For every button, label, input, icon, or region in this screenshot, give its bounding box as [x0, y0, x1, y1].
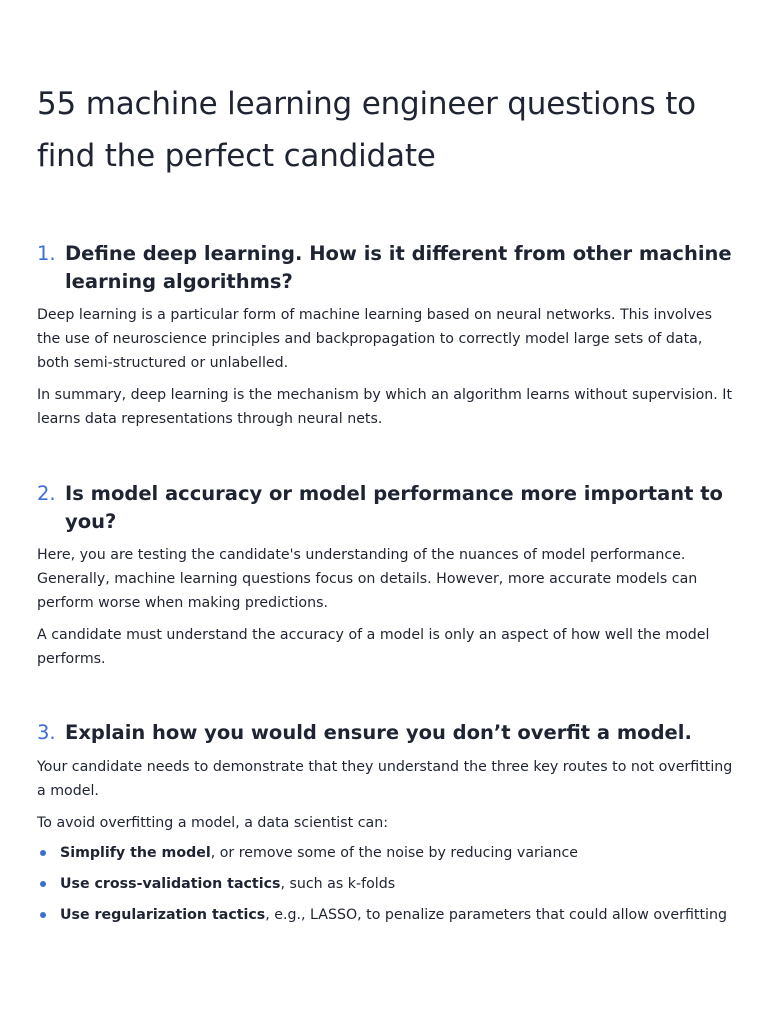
list-item: [37, 872, 737, 896]
list-item: [37, 841, 737, 865]
bullet-icon: [40, 912, 46, 918]
question-2-text: Is model accuracy or model performance more important to you?: [65, 482, 723, 533]
question-2-heading: [37, 480, 737, 536]
list-item-bold: Use cross-validation tactics: [60, 876, 281, 892]
list-item-bold: Simplify the model: [60, 845, 211, 861]
question-1-text: Define deep learning. How is it different from other machine learning algorithms?: [65, 242, 732, 293]
list-item-text: , such as k-folds: [280, 876, 396, 892]
list-item: [37, 903, 737, 927]
question-1-section: [37, 240, 737, 431]
page-title: 55 machine learning engineer questions to find the perfect candidate: [37, 86, 696, 174]
question-2-section: [37, 480, 737, 671]
question-2-paragraph-2: A candidate must understand the accuracy of a model is only an aspect of how well the model performs.: [37, 627, 710, 667]
question-1-heading: [37, 240, 737, 296]
question-3-heading: [37, 719, 737, 747]
list-item-bold: Use regularization tactics: [60, 907, 266, 923]
bullet-icon: [40, 850, 46, 856]
list-item-text: , e.g., LASSO, to penalize parameters that could allow overfitting: [265, 907, 727, 923]
question-1-paragraph-2: In summary, deep learning is the mechanism by which an algorithm learns without supervision. It learns data representations through neural nets.: [37, 387, 733, 427]
question-3-text: Explain how you would ensure you don’t overfit a model.: [65, 721, 692, 744]
question-3-paragraph-2: To avoid overfitting a model, a data scientist can:: [37, 815, 388, 831]
question-3-section: [37, 719, 737, 934]
question-3-number: 3.: [37, 721, 56, 744]
question-2-paragraph-1: Here, you are testing the candidate's understanding of the nuances of model performance. Generally, machine learning questions focus on details. However, more accurate models can perform worse when making predictions.: [37, 547, 698, 611]
bullet-icon: [40, 881, 46, 887]
question-2-number: 2.: [37, 482, 56, 505]
question-1-paragraph-1: Deep learning is a particular form of machine learning based on neural networks. This involves the use of neuroscience principles and backpropagation to correctly model large sets of data, both semi-structured or unlabelled.: [37, 307, 712, 371]
list-item-text: , or remove some of the noise by reducing variance: [210, 845, 579, 861]
question-1-number: 1.: [37, 242, 56, 265]
question-3-paragraph-1: Your candidate needs to demonstrate that they understand the three key routes to not overfitting a model.: [37, 759, 733, 799]
overfitting-tactics-list: [37, 841, 737, 927]
